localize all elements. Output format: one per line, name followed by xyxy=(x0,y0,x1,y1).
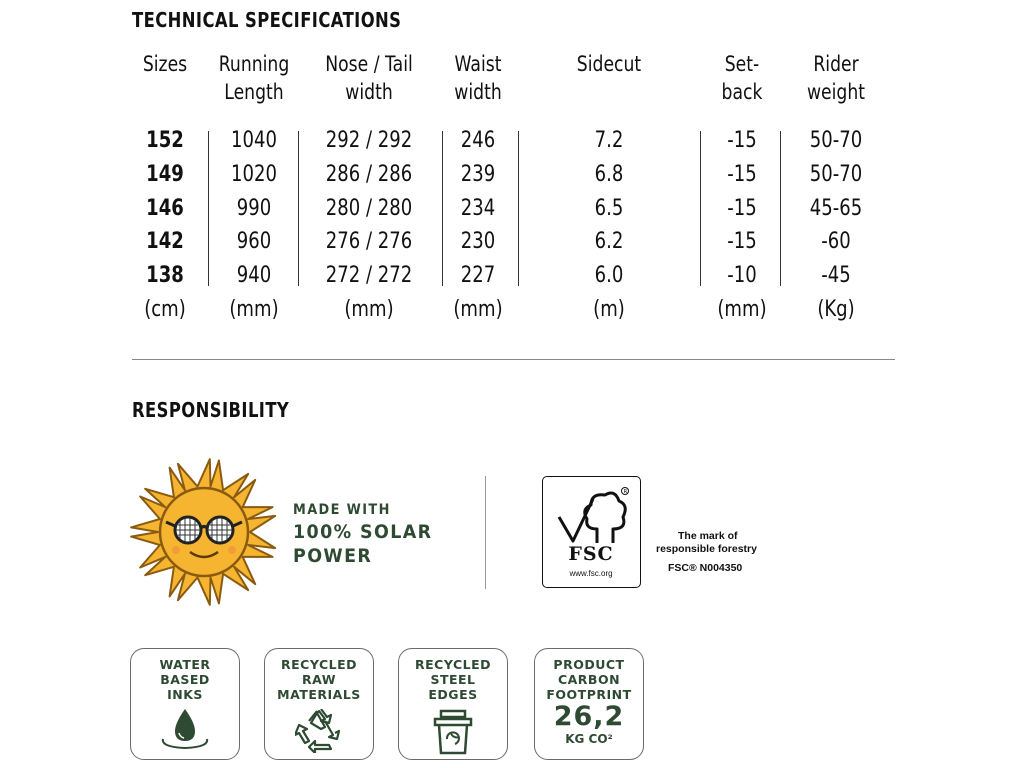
badge-line: FOOTPRINT xyxy=(546,687,632,702)
size-cell: 142 xyxy=(146,229,184,254)
spec-cell: -15 xyxy=(727,128,757,153)
column-header-line: width xyxy=(454,80,502,104)
fsc-note-line-2: responsible forestry xyxy=(656,543,757,555)
solar-power-text xyxy=(293,500,432,568)
spec-cell: 246 xyxy=(460,128,496,153)
badge-line: RAW xyxy=(301,672,337,687)
spec-cell: 272 / 272 xyxy=(325,263,413,288)
spec-cell: 276 / 276 xyxy=(325,229,413,254)
spec-cell: 292 / 292 xyxy=(325,128,413,153)
column-header xyxy=(454,50,501,106)
spec-cell: 239 xyxy=(460,162,496,187)
spec-cell: -15 xyxy=(727,162,757,187)
recycle-icon xyxy=(295,709,343,753)
spec-cell: 286 / 286 xyxy=(325,162,413,187)
column-header-line: Nose / Tail xyxy=(325,52,413,76)
spec-cell: 227 xyxy=(460,263,496,288)
column-header xyxy=(219,50,290,106)
spec-cell: 50-70 xyxy=(809,128,863,153)
unit-cell: (Kg) xyxy=(817,297,855,322)
badge-line: BASED xyxy=(160,672,210,687)
spec-cell: 960 xyxy=(236,229,272,254)
column-header-line: Rider xyxy=(813,52,859,76)
column-header-line: width xyxy=(345,80,393,104)
spec-cell: 50-70 xyxy=(809,162,863,187)
column-header-line: Running xyxy=(218,52,290,76)
solar-line-2: 100% SOLAR xyxy=(293,521,433,543)
spec-cell: 6.0 xyxy=(594,263,624,288)
spec-cell: -45 xyxy=(821,263,851,288)
column-header-line: Set- xyxy=(724,52,760,76)
column-separator xyxy=(780,131,781,286)
spec-cell: 234 xyxy=(460,196,496,221)
fsc-logo-text: FSC xyxy=(568,543,614,565)
column-header xyxy=(143,50,187,78)
spec-cell: -60 xyxy=(821,229,851,254)
fsc-logo xyxy=(542,476,641,588)
spec-cell: 6.5 xyxy=(594,196,624,221)
column-header xyxy=(722,50,763,106)
badge-line: RECYCLED xyxy=(281,657,357,672)
spec-cell: 1040 xyxy=(231,128,277,153)
badge-line: INKS xyxy=(167,687,203,702)
spec-cell: 6.8 xyxy=(594,162,624,187)
unit-cell: (cm) xyxy=(144,297,186,322)
unit-cell: (mm) xyxy=(344,297,394,322)
spec-cell: 6.2 xyxy=(594,229,624,254)
spec-cell: -15 xyxy=(727,229,757,254)
svg-text:R: R xyxy=(623,489,628,495)
badge-line: WATER xyxy=(159,657,211,672)
column-separator xyxy=(518,131,519,286)
column-header-line: Sizes xyxy=(142,52,188,76)
badge-product-carbon-footprint xyxy=(534,648,644,760)
sun-with-sunglasses-icon xyxy=(128,456,280,608)
unit-cell: (m) xyxy=(593,297,625,322)
spec-cell: 990 xyxy=(236,196,272,221)
spec-cell: 7.2 xyxy=(594,128,624,153)
column-header-line: Sidecut xyxy=(576,52,642,76)
tech-specs-title: TECHNICAL SPECIFICATIONS xyxy=(132,8,402,32)
responsibility-title: RESPONSIBILITY xyxy=(132,398,290,422)
carbon-value: 26,2 xyxy=(553,701,625,732)
badge-line: PRODUCT xyxy=(553,657,625,672)
fsc-url: www.fsc.org xyxy=(569,569,613,578)
badge-line: EDGES xyxy=(428,687,478,702)
recycle-bin-icon xyxy=(431,709,475,755)
badge-water-based-inks xyxy=(130,648,240,760)
unit-cell: (mm) xyxy=(453,297,503,322)
fsc-note-line-1: The mark of xyxy=(678,530,738,542)
fsc-tree-check-icon xyxy=(553,485,633,547)
column-separator xyxy=(442,131,443,286)
spec-cell: 1020 xyxy=(231,162,277,187)
column-header-line: Length xyxy=(224,80,284,104)
vertical-divider xyxy=(485,476,486,589)
column-header-line: back xyxy=(721,80,763,104)
size-cell: 146 xyxy=(146,196,184,221)
column-header xyxy=(325,50,413,106)
badge-line: RECYCLED xyxy=(415,657,491,672)
badge-line: MATERIALS xyxy=(277,687,361,702)
spec-cell: 280 / 280 xyxy=(325,196,413,221)
badge-line: CARBON xyxy=(557,672,621,687)
column-header-line: Waist xyxy=(454,52,502,76)
badge-line: STEEL xyxy=(430,672,476,687)
spec-cell: -10 xyxy=(727,263,757,288)
column-separator xyxy=(700,131,701,286)
badge-recycled-raw-materials xyxy=(264,648,374,760)
column-separator xyxy=(208,131,209,286)
solar-line-1: MADE WITH xyxy=(293,502,391,518)
spec-cell: -15 xyxy=(727,196,757,221)
badge-recycled-steel-edges xyxy=(398,648,508,760)
water-drop-icon xyxy=(157,707,213,751)
section-divider xyxy=(132,359,895,360)
spec-cell: 45-65 xyxy=(809,196,863,221)
unit-cell: (mm) xyxy=(717,297,767,322)
column-separator xyxy=(298,131,299,286)
size-cell: 152 xyxy=(146,128,184,153)
spec-cell: 940 xyxy=(236,263,272,288)
column-header xyxy=(807,50,865,106)
size-cell: 138 xyxy=(146,263,184,288)
unit-cell: (mm) xyxy=(229,297,279,322)
size-cell: 149 xyxy=(146,162,184,187)
fsc-license: FSC® N004350 xyxy=(668,562,743,574)
column-header xyxy=(577,50,641,78)
column-header-line: weight xyxy=(806,80,866,104)
fsc-note xyxy=(656,530,757,575)
spec-cell: 230 xyxy=(460,229,496,254)
carbon-unit: KG CO² xyxy=(565,732,613,746)
solar-line-3: POWER xyxy=(293,545,373,567)
